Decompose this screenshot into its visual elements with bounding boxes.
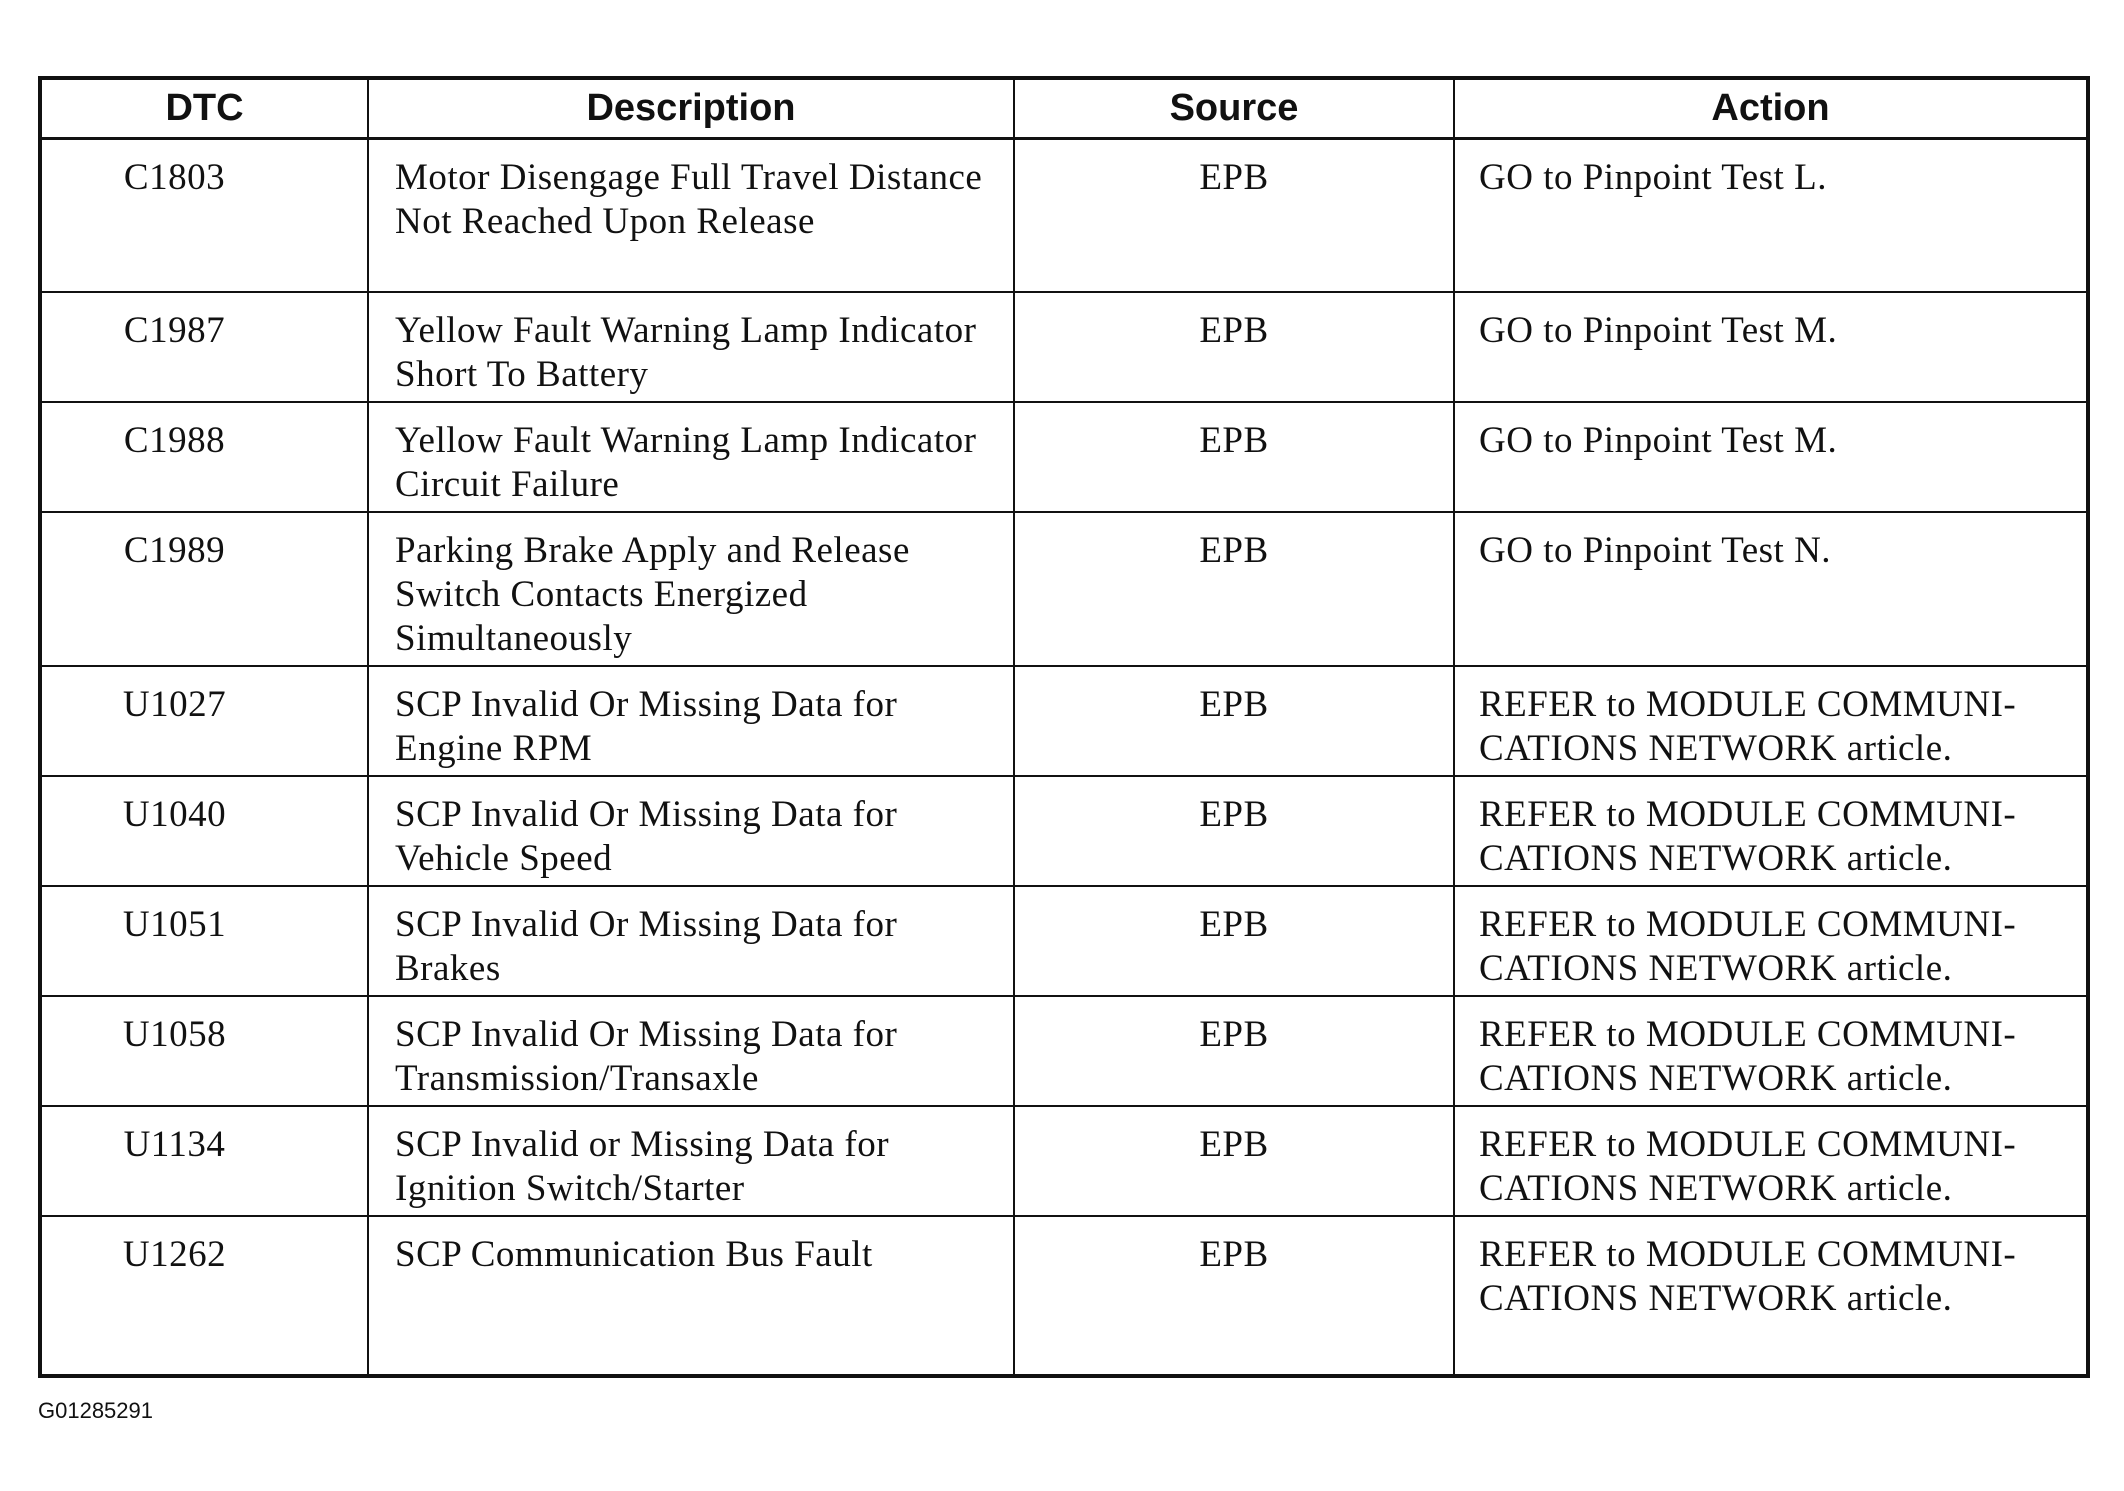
table-row xyxy=(40,1216,2088,1376)
dtc-code: U1262 xyxy=(40,1216,368,1376)
table-row xyxy=(40,402,2088,512)
table-row xyxy=(40,138,2088,292)
dtc-code: C1988 xyxy=(40,402,368,512)
table-row xyxy=(40,996,2088,1106)
dtc-source: EPB xyxy=(1014,886,1454,996)
dtc-code: U1134 xyxy=(40,1106,368,1216)
dtc-description: Yellow Fault Warning Lamp Indicator Circuit Failure xyxy=(368,402,1014,512)
dtc-action: GO to Pinpoint Test M. xyxy=(1454,402,2088,512)
dtc-description: SCP Invalid Or Missing Data for Brakes xyxy=(368,886,1014,996)
dtc-action: REFER to MODULE COMMUNI-CATIONS NETWORK article. xyxy=(1454,996,2088,1106)
dtc-source: EPB xyxy=(1014,1216,1454,1376)
dtc-action: GO to Pinpoint Test N. xyxy=(1454,512,2088,666)
table-row xyxy=(40,666,2088,776)
table-header-row xyxy=(40,78,2088,138)
dtc-code: C1987 xyxy=(40,292,368,402)
dtc-source: EPB xyxy=(1014,996,1454,1106)
figure-id: G01285291 xyxy=(38,1398,153,1423)
dtc-action: REFER to MODULE COMMUNI-CATIONS NETWORK article. xyxy=(1454,886,2088,996)
dtc-code: U1058 xyxy=(40,996,368,1106)
dtc-action: REFER to MODULE COMMUNI-CATIONS NETWORK article. xyxy=(1454,1106,2088,1216)
dtc-description: SCP Invalid Or Missing Data for Transmission/Transaxle xyxy=(368,996,1014,1106)
dtc-source: EPB xyxy=(1014,666,1454,776)
dtc-action: REFER to MODULE COMMUNI-CATIONS NETWORK article. xyxy=(1454,1216,2088,1376)
dtc-description: SCP Communication Bus Fault xyxy=(368,1216,1014,1376)
dtc-description: Parking Brake Apply and Release Switch Contacts Energized Simultaneously xyxy=(368,512,1014,666)
column-header-dtc: DTC xyxy=(40,78,368,138)
column-header-description: Description xyxy=(368,78,1014,138)
table-row xyxy=(40,1106,2088,1216)
column-header-action: Action xyxy=(1454,78,2088,138)
dtc-description: SCP Invalid Or Missing Data for Engine RPM xyxy=(368,666,1014,776)
dtc-description: Motor Disengage Full Travel Distance Not Reached Upon Release xyxy=(368,138,1014,292)
dtc-source: EPB xyxy=(1014,1106,1454,1216)
dtc-source: EPB xyxy=(1014,292,1454,402)
dtc-code: U1040 xyxy=(40,776,368,886)
dtc-source: EPB xyxy=(1014,138,1454,292)
dtc-action: REFER to MODULE COMMUNI-CATIONS NETWORK article. xyxy=(1454,776,2088,886)
dtc-table xyxy=(38,76,2090,1378)
dtc-action: GO to Pinpoint Test M. xyxy=(1454,292,2088,402)
table-row xyxy=(40,512,2088,666)
table-row xyxy=(40,886,2088,996)
table-row xyxy=(40,776,2088,886)
dtc-source: EPB xyxy=(1014,512,1454,666)
dtc-description: SCP Invalid Or Missing Data for Vehicle Speed xyxy=(368,776,1014,886)
dtc-description: SCP Invalid or Missing Data for Ignition Switch/Starter xyxy=(368,1106,1014,1216)
dtc-code: U1027 xyxy=(40,666,368,776)
dtc-action: GO to Pinpoint Test L. xyxy=(1454,138,2088,292)
dtc-code: C1989 xyxy=(40,512,368,666)
dtc-action: REFER to MODULE COMMUNI-CATIONS NETWORK article. xyxy=(1454,666,2088,776)
dtc-description: Yellow Fault Warning Lamp Indicator Short To Battery xyxy=(368,292,1014,402)
dtc-source: EPB xyxy=(1014,402,1454,512)
dtc-code: U1051 xyxy=(40,886,368,996)
dtc-code: C1803 xyxy=(40,138,368,292)
table-row xyxy=(40,292,2088,402)
dtc-source: EPB xyxy=(1014,776,1454,886)
column-header-source: Source xyxy=(1014,78,1454,138)
